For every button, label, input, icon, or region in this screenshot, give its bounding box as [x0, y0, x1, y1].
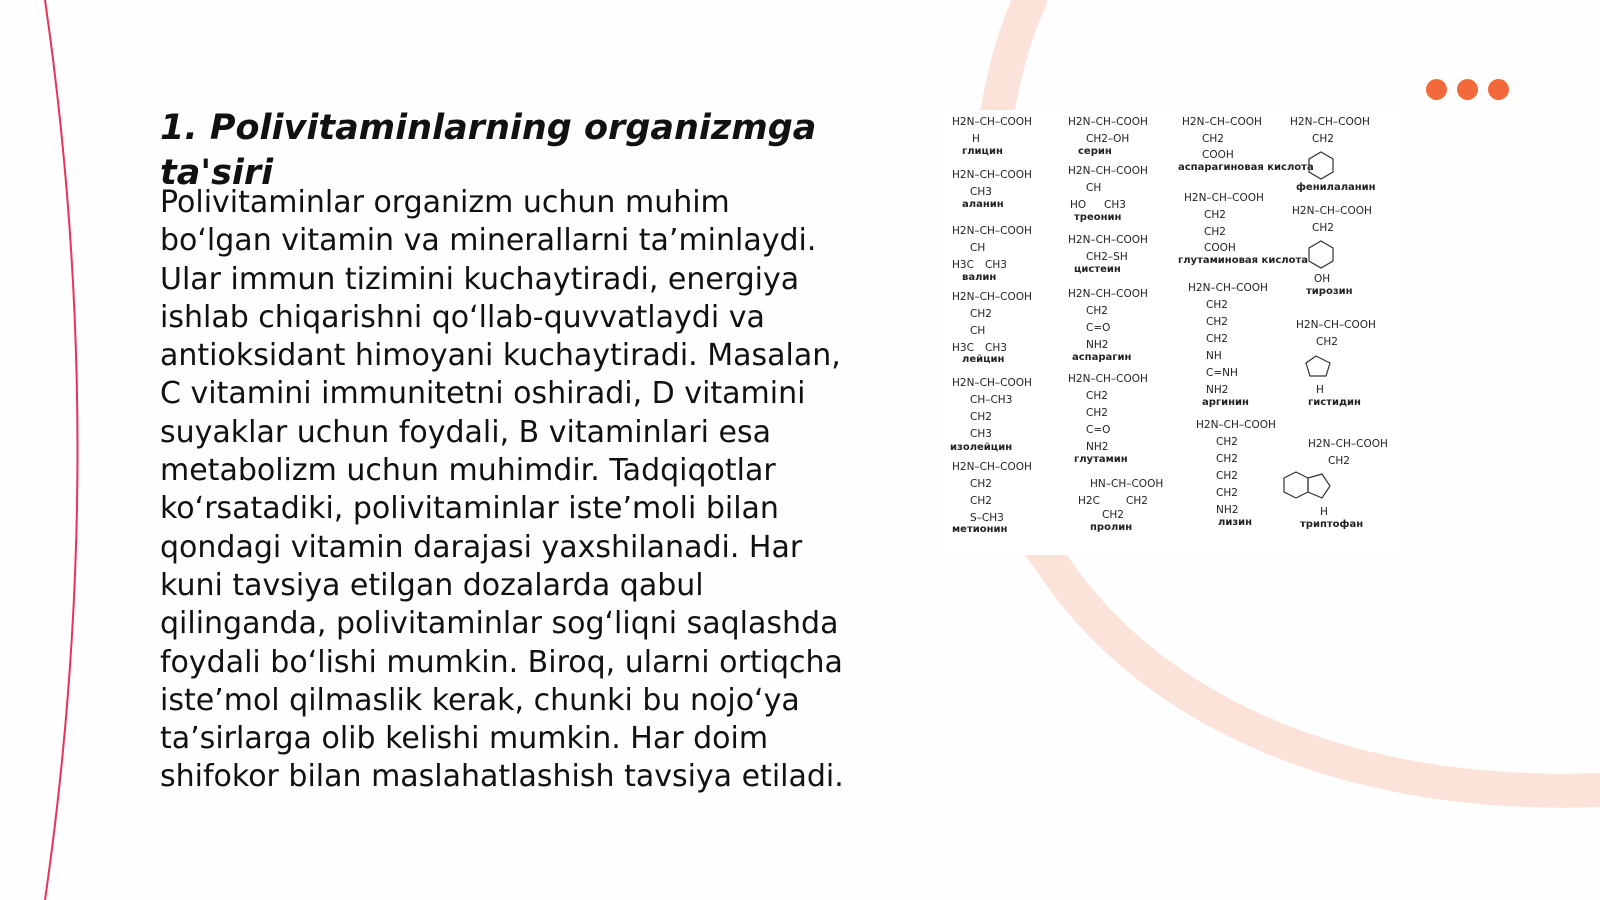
- formula-header: H2N–CH–COOH: [1068, 116, 1148, 128]
- amino-acid-name: аспарагиновая кислота: [1178, 162, 1314, 173]
- formula-header: H2N–CH–COOH: [1068, 234, 1148, 246]
- amino-acid-name: гистидин: [1308, 397, 1361, 408]
- svg-text:HO: HO: [1070, 199, 1087, 211]
- svg-text:CH2: CH2: [1086, 305, 1108, 317]
- svg-text:CH2: CH2: [970, 411, 992, 423]
- formula-header: H2N–CH–COOH: [1296, 319, 1376, 331]
- formula-header: H2N–CH–COOH: [952, 377, 1032, 389]
- amino-acid-name: глицин: [962, 146, 1003, 157]
- slide-body-text: Polivitaminlar organizm uchun muhim bo‘lgan vitamin va minerallarni ta’minlaydi. Ular immun tizimini kuchaytiradi, energiya ishlab chiqarishni qo‘llab-quvvatlaydi va antioksidant himoyani kuchaytiradi. Masalan, C vitamini immunitetni oshiradi, D vitamini suyaklar uchun foydali, B vitaminlari esa metabolizm uchun muhimdir. Tadqiqotlar ko‘rsatadiki, polivitaminlar iste’moli bilan qondagi vitamin darajasi yaxshilanadi. Har kuni tavsiya etilgan dozalarda qabul qilinganda, polivitaminlar sog‘liqni saqlashda foydali bo‘lishi mumkin. Biroq, ularni ortiqcha iste’mol qilmaslik kerak, chunki bu nojo‘ya ta’sirlarga olib kelishi mumkin. Har doim shifokor bilan maslahatlashish tavsiya etiladi.: [160, 185, 844, 795]
- dot-icon: [1488, 79, 1509, 100]
- amino-acid-name: глутаминовая кислота: [1178, 255, 1309, 266]
- formula-header: H2N–CH–COOH: [952, 291, 1032, 303]
- formula-header: H2N–CH–COOH: [1068, 288, 1148, 300]
- amino-acid-name: валин: [962, 272, 997, 283]
- dot-icon: [1457, 79, 1478, 100]
- svg-text:CH2: CH2: [1216, 436, 1238, 448]
- svg-text:CH2: CH2: [1216, 470, 1238, 482]
- amino-acid-name: треонин: [1074, 212, 1122, 223]
- amino-acid-name: аланин: [962, 199, 1004, 210]
- svg-text:C=NH: C=NH: [1206, 367, 1238, 379]
- amino-acid-name: серин: [1078, 146, 1112, 157]
- column-3: [1178, 116, 1314, 528]
- dot-icon: [1426, 79, 1447, 100]
- formula-header: H2N–CH–COOH: [1308, 438, 1388, 450]
- svg-text:H: H: [1320, 506, 1328, 518]
- svg-text:CH: CH: [970, 325, 986, 337]
- amino-acid-name: аргинин: [1202, 397, 1249, 408]
- amino-acid-name: метионин: [952, 524, 1008, 535]
- formula-header: H2N–CH–COOH: [952, 225, 1032, 237]
- svg-text:CH2: CH2: [1204, 226, 1226, 238]
- svg-text:NH2: NH2: [1086, 339, 1109, 351]
- formula-header: H2N–CH–COOH: [1068, 373, 1148, 385]
- slide-title: 1. Polivitaminlarning organizmga ta'siri: [160, 108, 817, 193]
- formula-header: H2N–CH–COOH: [1182, 116, 1262, 128]
- svg-text:CH2: CH2: [1216, 487, 1238, 499]
- amino-acids-figure: [940, 110, 1400, 555]
- column-1: [950, 116, 1032, 535]
- svg-text:CH2: CH2: [1204, 209, 1226, 221]
- amino-acid-name: цистеин: [1074, 264, 1121, 275]
- svg-text:CH2: CH2: [1206, 299, 1228, 311]
- formula-header: H2N–CH–COOH: [1196, 419, 1276, 431]
- svg-text:NH2: NH2: [1216, 504, 1239, 516]
- svg-text:H: H: [972, 133, 980, 145]
- svg-text:CH2: CH2: [1328, 455, 1350, 467]
- svg-text:H3C: H3C: [952, 259, 974, 271]
- svg-text:CH3: CH3: [970, 186, 992, 198]
- amino-acid-name: изолейцин: [950, 442, 1013, 453]
- svg-text:CH2: CH2: [1102, 509, 1124, 521]
- svg-text:CH2: CH2: [1086, 407, 1108, 419]
- amino-acid-name: тирозин: [1306, 286, 1353, 297]
- svg-text:CH3: CH3: [985, 259, 1007, 271]
- svg-text:NH: NH: [1206, 350, 1222, 362]
- amino-acid-name: триптофан: [1300, 519, 1364, 530]
- svg-text:CH: CH: [970, 242, 986, 254]
- svg-text:C=O: C=O: [1086, 322, 1111, 334]
- svg-text:CH2: CH2: [970, 495, 992, 507]
- svg-text:CH3: CH3: [970, 428, 992, 440]
- svg-text:H3C: H3C: [952, 342, 974, 354]
- svg-text:CH2: CH2: [1316, 336, 1338, 348]
- amino-acids-structures: [940, 110, 1400, 555]
- svg-text:CH2–OH: CH2–OH: [1086, 133, 1130, 145]
- formula-header: H2N–CH–COOH: [1184, 192, 1264, 204]
- amino-acid-name: аспарагин: [1072, 352, 1132, 363]
- svg-text:CH2: CH2: [1312, 133, 1334, 145]
- svg-text:NH2: NH2: [1206, 384, 1229, 396]
- svg-text:CH: CH: [1086, 182, 1102, 194]
- svg-text:CH2: CH2: [1126, 495, 1148, 507]
- formula-header: H2N–CH–COOH: [952, 461, 1032, 473]
- svg-text:CH2: CH2: [970, 478, 992, 490]
- svg-text:CH2: CH2: [1086, 390, 1108, 402]
- column-4: [1284, 116, 1388, 530]
- formula-header: H2N–CH–COOH: [1188, 282, 1268, 294]
- formula-header: H2N–CH–COOH: [1292, 205, 1372, 217]
- formula-header: H2N–CH–COOH: [1068, 165, 1148, 177]
- svg-text:CH2: CH2: [1216, 453, 1238, 465]
- svg-text:HN–CH–COOH: HN–CH–COOH: [1090, 478, 1164, 490]
- svg-text:COOH: COOH: [1202, 149, 1234, 161]
- amino-acid-name: глутамин: [1074, 454, 1128, 465]
- formula-header: H2N–CH–COOH: [952, 169, 1032, 181]
- svg-text:CH–CH3: CH–CH3: [970, 394, 1013, 406]
- amino-acid-name: лизин: [1218, 517, 1253, 528]
- amino-acid-name: пролин: [1090, 522, 1133, 533]
- svg-text:H2C: H2C: [1078, 495, 1100, 507]
- svg-text:NH2: NH2: [1086, 441, 1109, 453]
- svg-text:CH2: CH2: [1202, 133, 1224, 145]
- amino-acid-name: лейцин: [962, 354, 1005, 365]
- svg-text:S–CH3: S–CH3: [970, 512, 1004, 524]
- column-2: [1068, 116, 1163, 533]
- decorative-left-curve: [45, 0, 78, 900]
- svg-text:CH3: CH3: [985, 342, 1007, 354]
- svg-text:H: H: [1316, 384, 1324, 396]
- svg-text:OH: OH: [1314, 273, 1331, 285]
- svg-text:CH2–SH: CH2–SH: [1086, 251, 1128, 263]
- decorative-dots: [1426, 79, 1509, 100]
- svg-text:CH2: CH2: [1312, 222, 1334, 234]
- amino-acid-name: фенилаланин: [1296, 182, 1376, 193]
- svg-text:CH3: CH3: [1104, 199, 1126, 211]
- formula-header: H2N–CH–COOH: [1290, 116, 1370, 128]
- svg-text:CH2: CH2: [1206, 333, 1228, 345]
- svg-text:COOH: COOH: [1204, 242, 1236, 254]
- svg-text:C=O: C=O: [1086, 424, 1111, 436]
- svg-text:CH2: CH2: [970, 308, 992, 320]
- svg-text:CH2: CH2: [1206, 316, 1228, 328]
- formula-header: H2N–CH–COOH: [952, 116, 1032, 128]
